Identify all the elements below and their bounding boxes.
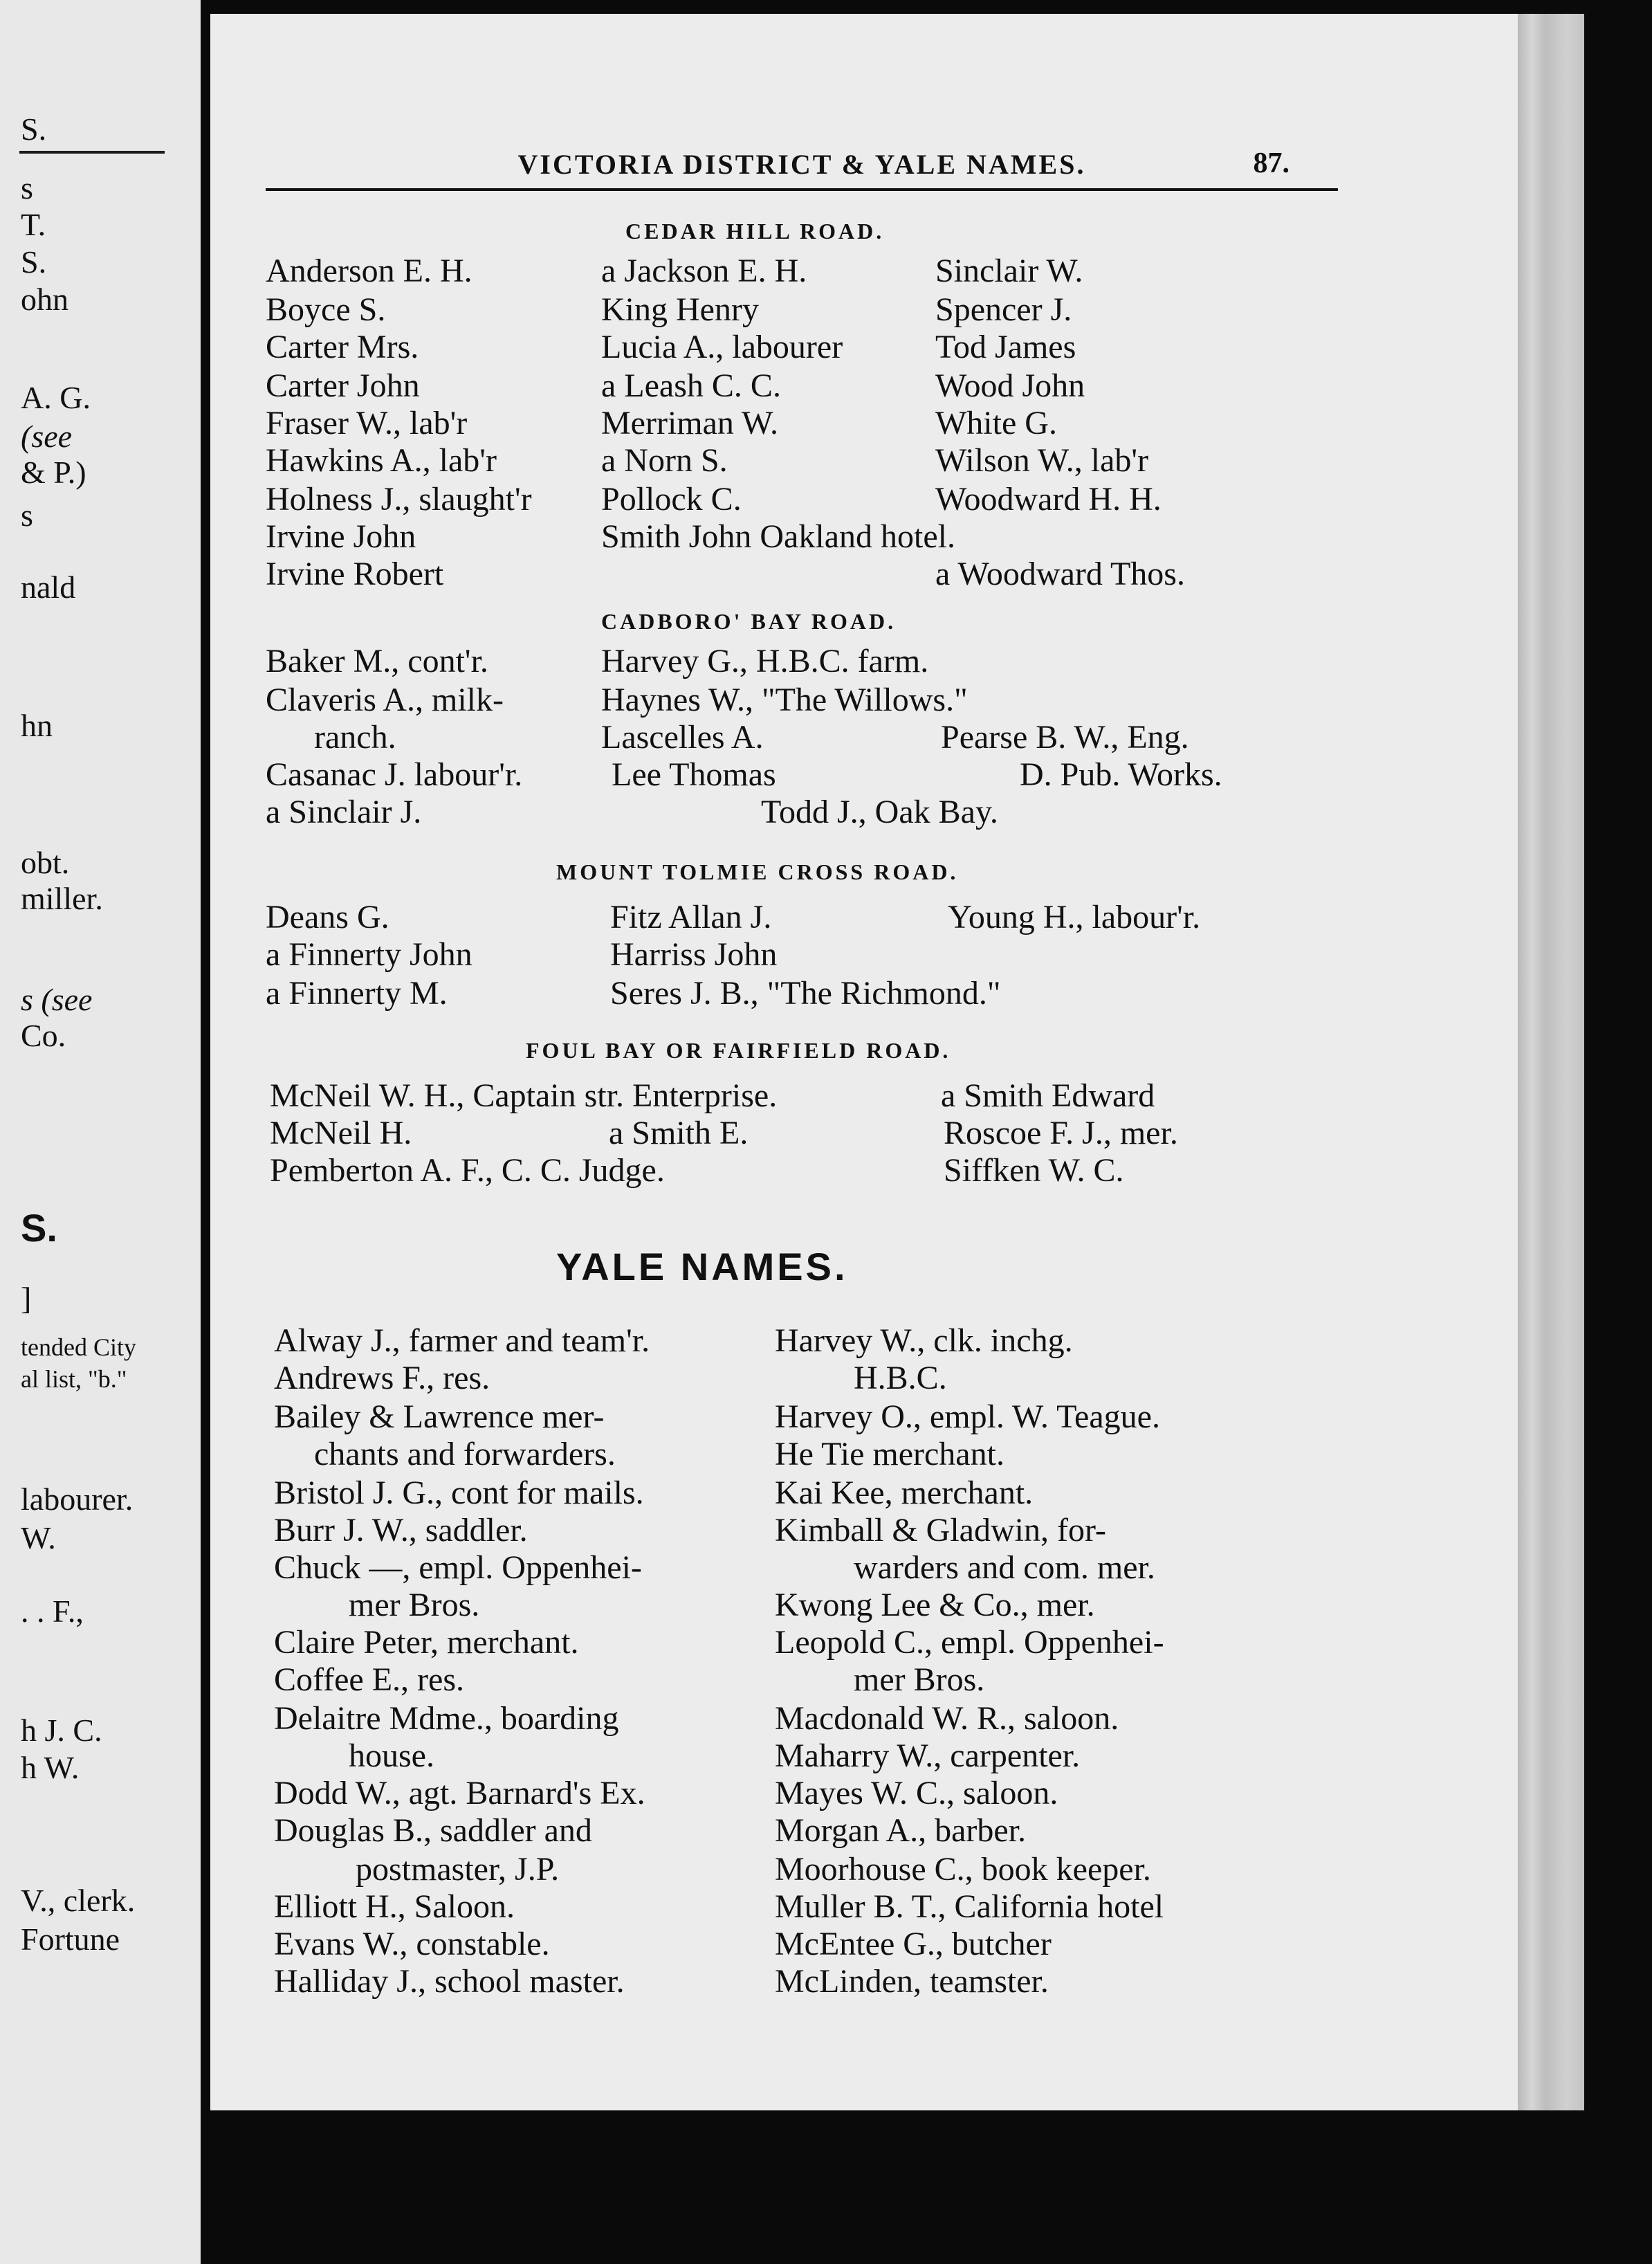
- bleed-text: al list, "b.": [21, 1365, 127, 1393]
- listing-entry: Coffee E., res.: [274, 1661, 465, 1698]
- bleed-text: S.: [21, 111, 47, 147]
- bleed-text: nald: [21, 569, 76, 605]
- listing-entry: Leopold C., empl. Oppenhei-: [775, 1624, 1164, 1661]
- listing-entry: Dodd W., agt. Barnard's Ex.: [274, 1775, 645, 1811]
- bleed-text: s: [21, 497, 33, 533]
- listing-entry: Fraser W., lab'r: [266, 405, 468, 441]
- listing-entry: King Henry: [601, 291, 759, 328]
- listing-entry: McEntee G., butcher: [775, 1926, 1052, 1962]
- listing-entry: Halliday J., school master.: [274, 1963, 625, 2000]
- listing-entry: Roscoe F. J., mer.: [944, 1115, 1178, 1151]
- bleed-text: h J. C.: [21, 1713, 102, 1748]
- listing-entry: mer Bros.: [854, 1661, 985, 1698]
- bleed-text: & P.): [21, 455, 86, 490]
- listing-entry: McNeil H.: [270, 1115, 412, 1151]
- listing-entry: a Smith Edward: [941, 1077, 1155, 1114]
- bleed-text: labourer.: [21, 1481, 134, 1517]
- bleed-text: s (see: [21, 982, 93, 1017]
- listing-entry: mer Bros.: [349, 1587, 480, 1623]
- listing-entry: a Norn S.: [601, 442, 728, 479]
- bleed-text: s: [21, 170, 33, 206]
- listing-entry: chants and forwarders.: [314, 1436, 616, 1472]
- listing-entry: Smith John Oakland hotel.: [601, 518, 955, 555]
- bleed-text: W.: [21, 1520, 56, 1555]
- listing-entry: Baker M., cont'r.: [266, 643, 488, 679]
- listing-entry: Moorhouse C., book keeper.: [775, 1851, 1151, 1888]
- bleed-text: miller.: [21, 881, 103, 916]
- listing-entry: a Jackson E. H.: [601, 253, 807, 289]
- listing-entry: Mayes W. C., saloon.: [775, 1775, 1058, 1811]
- listing-entry: Harvey G., H.B.C. farm.: [601, 643, 929, 679]
- listing-entry: D. Pub. Works.: [1020, 756, 1222, 793]
- listing-entry: Claveris A., milk-: [266, 682, 504, 718]
- listing-entry: Macdonald W. R., saloon.: [775, 1700, 1119, 1737]
- bleed-text: ]: [21, 1281, 32, 1316]
- page-edge-shadow: [1518, 14, 1584, 2110]
- listing-entry: Tod James: [935, 329, 1076, 365]
- listing-entry: a Sinclair J.: [266, 794, 422, 830]
- listing-entry: Harriss John: [610, 936, 778, 973]
- listing-entry: Elliott H., Saloon.: [274, 1888, 515, 1925]
- listing-entry: a Finnerty John: [266, 936, 472, 973]
- listing-entry: Lee Thomas: [612, 756, 776, 793]
- listing-entry: Pollock C.: [601, 481, 742, 518]
- bleed-text: S.: [21, 1206, 57, 1250]
- bleed-text: h W.: [21, 1750, 80, 1785]
- listing-entry: a Woodward Thos.: [935, 556, 1185, 592]
- listing-entry: Harvey W., clk. inchg.: [775, 1322, 1073, 1359]
- listing-entry: H.B.C.: [854, 1360, 947, 1396]
- listing-entry: Deans G.: [266, 899, 389, 935]
- listing-entry: Delaitre Mdme., boarding: [274, 1700, 619, 1737]
- bleed-text: A. G.: [21, 380, 91, 415]
- listing-entry: Pearse B. W., Eng.: [941, 719, 1189, 756]
- listing-entry: Pemberton A. F., C. C. Judge.: [270, 1152, 665, 1189]
- listing-entry: Kwong Lee & Co., mer.: [775, 1587, 1095, 1623]
- page-number: 87.: [1253, 147, 1290, 179]
- bleed-rule: [19, 151, 165, 154]
- listing-entry: White G.: [935, 405, 1057, 441]
- listing-entry: Carter John: [266, 367, 420, 404]
- listing-entry: Alway J., farmer and team'r.: [274, 1322, 650, 1359]
- listing-entry: Haynes W., "The Willows.": [601, 682, 968, 718]
- bleed-text: S.: [21, 244, 47, 280]
- listing-entry: Muller B. T., California hotel: [775, 1888, 1164, 1925]
- listing-entry: Irvine John: [266, 518, 416, 555]
- listing-entry: Irvine Robert: [266, 556, 444, 592]
- listing-entry: McLinden, teamster.: [775, 1963, 1049, 2000]
- bleed-text: T.: [21, 207, 46, 242]
- listing-entry: Sinclair W.: [935, 253, 1083, 289]
- running-header: [266, 144, 1338, 191]
- listing-entry: Siffken W. C.: [944, 1152, 1124, 1189]
- listing-entry: Chuck —, empl. Oppenhei-: [274, 1549, 642, 1586]
- page-title: VICTORIA DISTRICT & YALE NAMES.: [517, 149, 1086, 180]
- listing-entry: Merriman W.: [601, 405, 778, 441]
- directory-page: [210, 14, 1518, 2110]
- gutter-shadow: [201, 0, 210, 2264]
- listing-entry: Lascelles A.: [601, 719, 764, 756]
- listing-entry: He Tie merchant.: [775, 1436, 1004, 1472]
- listing-entry: a Smith E.: [609, 1115, 749, 1151]
- listing-entry: Young H., labour'r.: [948, 899, 1201, 935]
- bleed-text: Fortune: [21, 1921, 120, 1957]
- listing-entry: Andrews F., res.: [274, 1360, 490, 1396]
- listing-entry: a Finnerty M.: [266, 975, 448, 1012]
- section-title-cadboro: CADBORO' BAY ROAD.: [601, 609, 897, 634]
- bleed-text: (see: [21, 419, 73, 454]
- bleed-text: obt.: [21, 845, 70, 880]
- listing-entry: Claire Peter, merchant.: [274, 1624, 579, 1661]
- listing-entry: McNeil W. H., Captain str. Enterprise.: [270, 1077, 778, 1114]
- listing-entry: Kimball & Gladwin, for-: [775, 1512, 1106, 1549]
- listing-entry: postmaster, J.P.: [356, 1851, 560, 1888]
- left-page-bleed: [0, 0, 201, 2264]
- listing-entry: Kai Kee, merchant.: [775, 1475, 1034, 1511]
- listing-entry: Harvey O., empl. W. Teague.: [775, 1398, 1160, 1435]
- listing-entry: Bristol J. G., cont for mails.: [274, 1475, 644, 1511]
- listing-entry: Maharry W., carpenter.: [775, 1737, 1081, 1774]
- section-title-foul-bay: FOUL BAY OR FAIRFIELD ROAD.: [526, 1038, 951, 1063]
- listing-entry: Lucia A., labourer: [601, 329, 843, 365]
- listing-entry: Anderson E. H.: [266, 253, 472, 289]
- listing-entry: Spencer J.: [935, 291, 1072, 328]
- bleed-text: V., clerk.: [21, 1883, 136, 1918]
- bleed-text: Co.: [21, 1018, 66, 1053]
- listing-entry: Carter Mrs.: [266, 329, 419, 365]
- listing-entry: Morgan A., barber.: [775, 1812, 1027, 1849]
- listing-entry: Fitz Allan J.: [610, 899, 772, 935]
- bleed-text: tended City: [21, 1333, 136, 1361]
- listing-entry: Seres J. B., "The Richmond.": [610, 975, 1001, 1012]
- listing-entry: Boyce S.: [266, 291, 386, 328]
- listing-entry: house.: [349, 1737, 434, 1774]
- listing-entry: Wilson W., lab'r: [935, 442, 1149, 479]
- listing-entry: Burr J. W., saddler.: [274, 1512, 528, 1549]
- listing-entry: ranch.: [314, 719, 396, 756]
- listing-entry: Douglas B., saddler and: [274, 1812, 592, 1849]
- listing-entry: warders and com. mer.: [854, 1549, 1155, 1586]
- section-title-tolmie: MOUNT TOLMIE CROSS ROAD.: [556, 859, 959, 884]
- listing-entry: Evans W., constable.: [274, 1926, 550, 1962]
- yale-names-heading: YALE NAMES.: [556, 1245, 848, 1288]
- bleed-text: ohn: [21, 282, 68, 317]
- listing-entry: Woodward H. H.: [935, 481, 1162, 518]
- listing-entry: Bailey & Lawrence mer-: [274, 1398, 605, 1435]
- section-title-cedar-hill: CEDAR HILL ROAD.: [625, 219, 885, 244]
- listing-entry: a Leash C. C.: [601, 367, 781, 404]
- listing-entry: Hawkins A., lab'r: [266, 442, 497, 479]
- listing-entry: Casanac J. labour'r.: [266, 756, 523, 793]
- bleed-text: . . F.,: [21, 1594, 84, 1629]
- listing-entry: Wood John: [935, 367, 1085, 404]
- listing-entry: Todd J., Oak Bay.: [761, 794, 998, 830]
- bleed-text: hn: [21, 708, 53, 743]
- listing-entry: Holness J., slaught'r: [266, 481, 532, 518]
